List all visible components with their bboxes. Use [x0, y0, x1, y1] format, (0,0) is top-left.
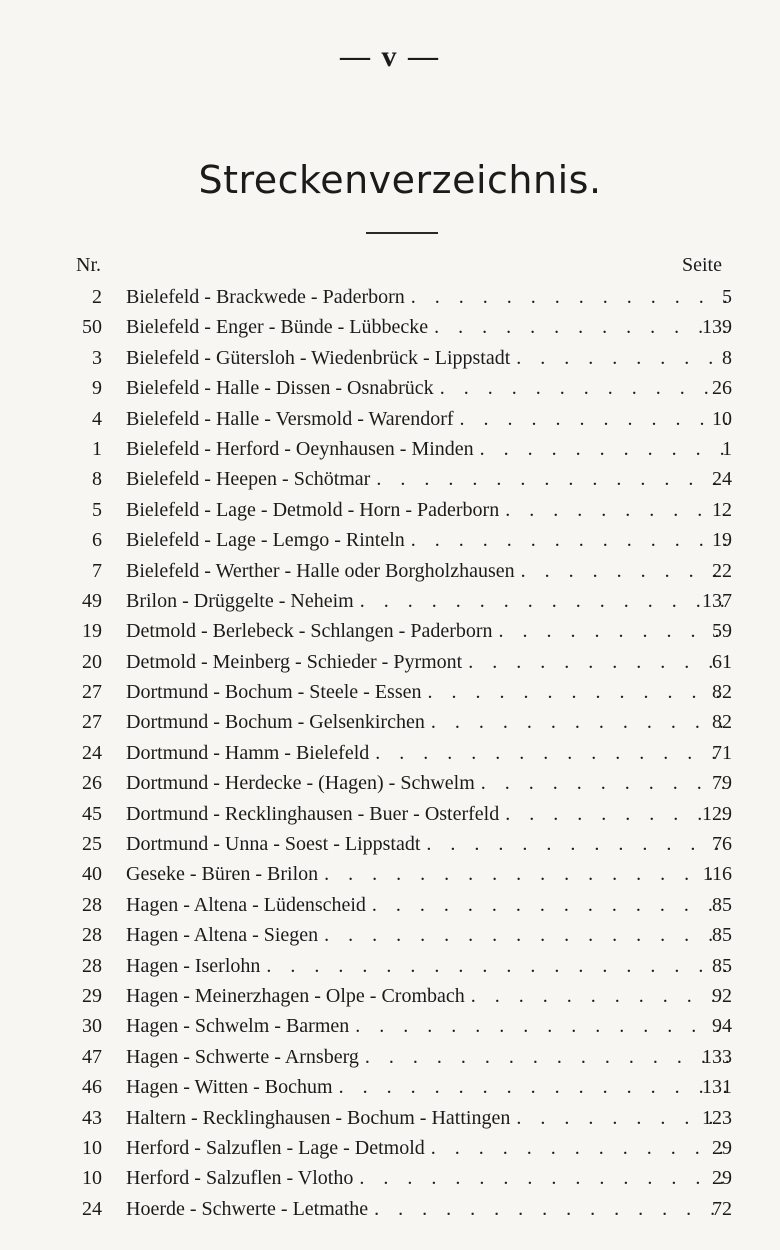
route-name: Dortmund - Hamm - Bielefeld — [126, 741, 370, 764]
route-name: Brilon - Drüggelte - Neheim — [126, 589, 354, 612]
route-name: Hagen - Witten - Bochum — [126, 1076, 333, 1099]
list-item — [0, 525, 780, 555]
route-number: 10 — [82, 1136, 102, 1159]
page-reference: 26 — [712, 377, 732, 400]
route-cell — [126, 495, 730, 525]
route-cell — [126, 373, 730, 403]
page-reference: 22 — [712, 559, 732, 582]
route-name: Hagen - Schwelm - Barmen — [126, 1015, 350, 1038]
list-item — [0, 373, 780, 403]
list-item — [0, 1072, 780, 1102]
route-number: 24 — [82, 1197, 102, 1220]
route-cell — [126, 1042, 730, 1072]
page-reference: 85 — [712, 954, 732, 977]
route-number: 27 — [82, 681, 102, 704]
dot-leader — [266, 951, 730, 981]
list-item — [0, 768, 780, 798]
route-name: Detmold - Meinberg - Schieder - Pyrmont — [126, 650, 463, 673]
route-number: 28 — [82, 924, 102, 947]
page-reference: 19 — [712, 529, 732, 552]
route-list — [0, 282, 780, 1224]
route-cell — [126, 464, 730, 494]
page-number: — v — — [340, 40, 440, 73]
route-cell — [126, 586, 730, 616]
list-item — [0, 890, 780, 920]
route-name: Hoerde - Schwerte - Letmathe — [126, 1197, 369, 1220]
route-cell — [126, 1163, 730, 1193]
route-cell — [126, 829, 730, 859]
page-reference: 79 — [712, 772, 732, 795]
route-name: Bielefeld - Herford - Oeynhausen - Minden — [126, 437, 474, 460]
route-cell — [126, 707, 730, 737]
route-number: 40 — [82, 863, 102, 886]
route-name: Herford - Salzuflen - Lage - Detmold — [126, 1136, 425, 1159]
route-cell — [126, 951, 730, 981]
title-divider — [366, 232, 438, 234]
route-number: 6 — [92, 529, 102, 552]
list-item — [0, 1103, 780, 1133]
route-cell — [126, 981, 730, 1011]
route-number: 43 — [82, 1106, 102, 1129]
page-reference: 82 — [712, 711, 732, 734]
list-item — [0, 707, 780, 737]
page-reference: 94 — [712, 1015, 732, 1038]
route-number: 20 — [82, 650, 102, 673]
route-cell — [126, 920, 730, 950]
list-item — [0, 464, 780, 494]
route-cell — [126, 1011, 730, 1041]
page-reference: 133 — [702, 1045, 732, 1068]
page-reference: 61 — [712, 650, 732, 673]
route-cell — [126, 434, 730, 464]
route-name: Dortmund - Recklinghausen - Buer - Osterfeld — [126, 802, 500, 825]
list-item — [0, 1133, 780, 1163]
route-number: 8 — [92, 468, 102, 491]
route-cell — [126, 312, 730, 342]
route-number: 3 — [92, 346, 102, 369]
route-number: 25 — [82, 833, 102, 856]
route-number: 26 — [82, 772, 102, 795]
page-reference: 59 — [712, 620, 732, 643]
list-item — [0, 920, 780, 950]
page-reference: 139 — [702, 316, 732, 339]
page-reference: 72 — [712, 1197, 732, 1220]
route-name: Bielefeld - Halle - Versmold - Warendorf — [126, 407, 454, 430]
route-number: 50 — [82, 316, 102, 339]
list-item — [0, 282, 780, 312]
page-reference: 92 — [712, 984, 732, 1007]
route-name: Bielefeld - Halle - Dissen - Osnabrück — [126, 377, 434, 400]
route-cell — [126, 404, 730, 434]
route-number: 5 — [92, 498, 102, 521]
route-number: 46 — [82, 1076, 102, 1099]
route-cell — [126, 768, 730, 798]
page-reference: 129 — [702, 802, 732, 825]
route-name: Detmold - Berlebeck - Schlangen - Paderborn — [126, 620, 493, 643]
route-name: Bielefeld - Gütersloh - Wiedenbrück - Lippstadt — [126, 346, 511, 369]
page-reference: 8 — [722, 346, 732, 369]
route-name: Herford - Salzuflen - Vlotho — [126, 1167, 354, 1190]
list-item — [0, 647, 780, 677]
list-item — [0, 495, 780, 525]
route-number: 29 — [82, 984, 102, 1007]
route-number: 1 — [92, 437, 102, 460]
route-name: Hagen - Iserlohn — [126, 954, 261, 977]
page-reference: 116 — [702, 863, 732, 886]
list-item — [0, 981, 780, 1011]
list-item — [0, 799, 780, 829]
page-reference: 5 — [722, 286, 732, 308]
route-name: Hagen - Altena - Siegen — [126, 924, 319, 947]
route-cell — [126, 556, 730, 586]
column-header-seite: Seite — [682, 254, 722, 276]
route-number: 28 — [82, 893, 102, 916]
route-cell — [126, 525, 730, 555]
route-number: 47 — [82, 1045, 102, 1068]
route-cell — [126, 282, 730, 312]
route-name: Hagen - Meinerzhagen - Olpe - Crombach — [126, 984, 465, 1007]
list-item — [0, 677, 780, 707]
list-item — [0, 343, 780, 373]
route-name: Hagen - Schwerte - Arnsberg — [126, 1045, 359, 1068]
list-item — [0, 1011, 780, 1041]
page-reference: 71 — [712, 741, 732, 764]
route-number: 30 — [82, 1015, 102, 1038]
route-number: 49 — [82, 589, 102, 612]
route-name: Hagen - Altena - Lüdenscheid — [126, 893, 366, 916]
route-number: 4 — [92, 407, 102, 430]
route-name: Bielefeld - Enger - Bünde - Lübbecke — [126, 316, 429, 339]
route-name: Dortmund - Bochum - Steele - Essen — [126, 681, 422, 704]
list-item — [0, 1042, 780, 1072]
list-item — [0, 859, 780, 889]
route-number: 10 — [82, 1167, 102, 1190]
route-number: 27 — [82, 711, 102, 734]
route-number: 9 — [92, 377, 102, 400]
route-name: Dortmund - Herdecke - (Hagen) - Schwelm — [126, 772, 475, 795]
route-cell — [126, 616, 730, 646]
page-reference: 123 — [702, 1106, 732, 1129]
list-item — [0, 312, 780, 342]
list-item — [0, 434, 780, 464]
route-cell — [126, 677, 730, 707]
page-reference: 1 — [722, 437, 732, 460]
page-reference: 137 — [702, 589, 732, 612]
route-cell — [126, 738, 730, 768]
route-number: 7 — [92, 559, 102, 582]
route-cell — [126, 343, 730, 373]
list-item — [0, 1194, 780, 1224]
route-name: Haltern - Recklinghausen - Bochum - Hattingen — [126, 1106, 511, 1129]
route-name: Geseke - Büren - Brilon — [126, 863, 319, 886]
route-name: Dortmund - Unna - Soest - Lippstadt — [126, 833, 421, 856]
route-number: 28 — [82, 954, 102, 977]
route-cell — [126, 890, 730, 920]
page-reference: 131 — [702, 1076, 732, 1099]
page-reference: 24 — [712, 468, 732, 491]
route-number: 45 — [82, 802, 102, 825]
page-title: Streckenverzeichnis. — [198, 158, 602, 202]
route-cell — [126, 647, 730, 677]
route-cell — [126, 1133, 730, 1163]
list-item — [0, 404, 780, 434]
list-item — [0, 738, 780, 768]
page-reference: 85 — [712, 924, 732, 947]
page-reference: 76 — [712, 833, 732, 856]
route-cell — [126, 1194, 730, 1224]
page-reference: 29 — [712, 1136, 732, 1159]
list-item — [0, 951, 780, 981]
list-item — [0, 586, 780, 616]
route-name: Bielefeld - Brackwede - Paderborn — [126, 286, 405, 308]
list-item — [0, 829, 780, 859]
route-name: Bielefeld - Werther - Halle oder Borgholzhausen — [126, 559, 515, 582]
route-number: 2 — [92, 286, 102, 308]
route-name: Bielefeld - Lage - Lemgo - Rinteln — [126, 529, 405, 552]
column-header-nr: Nr. — [76, 254, 101, 276]
route-name: Bielefeld - Heepen - Schötmar — [126, 468, 371, 491]
list-item — [0, 1163, 780, 1193]
route-name: Dortmund - Bochum - Gelsenkirchen — [126, 711, 425, 734]
route-cell — [126, 1072, 730, 1102]
route-number: 24 — [82, 741, 102, 764]
route-cell — [126, 799, 730, 829]
route-number: 19 — [82, 620, 102, 643]
route-cell — [126, 859, 730, 889]
page-reference: 10 — [712, 407, 732, 430]
page-reference: 12 — [712, 498, 732, 521]
route-cell — [126, 1103, 730, 1133]
route-name: Bielefeld - Lage - Detmold - Horn - Paderborn — [126, 498, 500, 521]
page-reference: 82 — [712, 681, 732, 704]
list-item — [0, 556, 780, 586]
page-reference: 85 — [712, 893, 732, 916]
list-item — [0, 616, 780, 646]
page-reference: 29 — [712, 1167, 732, 1190]
